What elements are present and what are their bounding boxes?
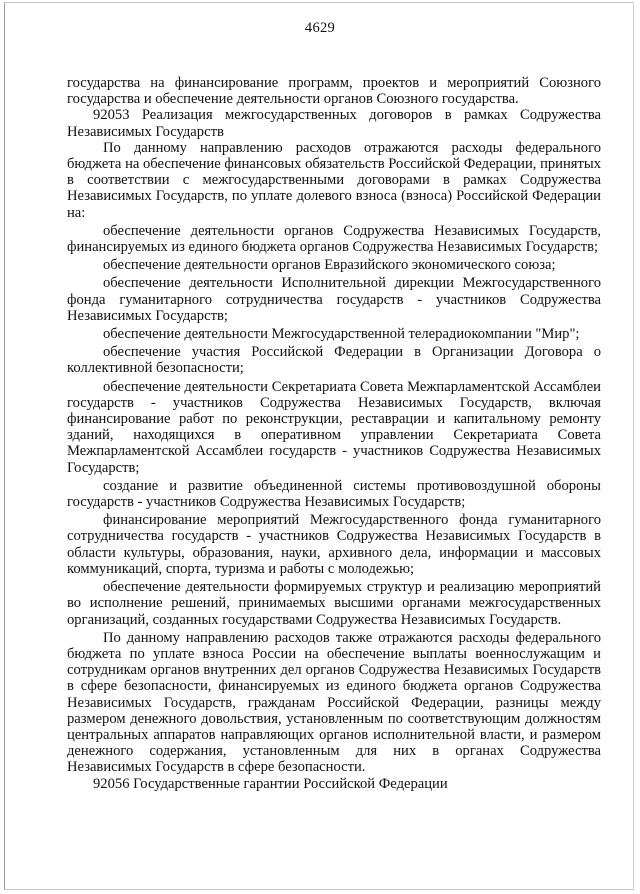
list-item: обеспечение деятельности Межгосударственной телерадиокомпании "Мир"; xyxy=(103,326,580,343)
document-body xyxy=(67,75,601,792)
list-item: обеспечение деятельности формируемых структур и реализацию мероприятий во исполнение решений, принимаемых высшими органами межгосударственных организаций, созданных государствами Содружества Независимых Государств. xyxy=(67,579,601,628)
page-number: 4629 xyxy=(304,20,336,36)
list-item: обеспечение деятельности органов Евразийского экономического союза; xyxy=(103,257,556,274)
list-item: обеспечение деятельности Секретариата Совета Межпарламентской Ассамблеи государств - участников Содружества Независимых Государств, включая финансирование работ по реконструкции, реставрации и капитальному ремонту зданий, находящихся в оперативном управлении Секретариата Совета Межпарламентской Ассамблеи государств - участников Содружества Независимых Государств; xyxy=(67,378,601,476)
list-item: финансирование мероприятий Межгосударственного фонда гуманитарного сотрудничества государств - участников Содружества Независимых Государств в области культуры, образования, науки, архивного дела, информации и массовых коммуникаций, спорта, туризма и работы с молодежью; xyxy=(67,512,601,577)
list-item: создание и развитие объединенной системы противовоздушной обороны государств - участников Содружества Независимых Государств; xyxy=(67,477,601,511)
list-item: обеспечение участия Российской Федерации в Организации Договора о коллективной безопасности; xyxy=(67,344,601,377)
paragraph-additional: По данному направлению расходов также отражаются расходы федерального бюджета по уплате взноса России на обеспечение выплаты военнослужащим и сотрудникам органов внутренних дел органов Содружества Независимых Государств в сфере безопасности, финансируемых из единого бюджета органов Содружества Независимых Государств, гражданам Российской Федерации, разницы между размером денежного довольствия, установленным по соответствующим должностям центральных аппаратов направляющих органов исполнительной власти, и размером денежного содержания, установленным для них в органах Содружества Независимых Государств в сфере безопасности. xyxy=(67,629,601,776)
section-heading-92056: 92056 Государственные гарантии Российской Федерации xyxy=(93,775,448,792)
paragraph-continuation: государства на финансирование программ, проектов и мероприятий Союзного государства и обеспечение деятельности органов Союзного государства. xyxy=(67,75,601,108)
paragraph-intro: По данному направлению расходов отражаются расходы федерального бюджета на обеспечение финансовых обязательств Российской Федерации, принятых в соответствии с межгосударственными договорами в рамках Содружества Независимых Государств, по уплате долевого взноса (взноса) Российской Федерации на: xyxy=(67,139,601,221)
list-item: обеспечение деятельности Исполнительной дирекции Межгосударственного фонда гуманитарного сотрудничества государств - участников Содружества Независимых Государств; xyxy=(67,275,601,324)
list-item: обеспечение деятельности органов Содружества Независимых Государств, финансируемых из единого бюджета органов Содружества Независимых Государств; xyxy=(67,222,601,256)
section-heading-92053: 92053 Реализация межгосударственных договоров в рамках Содружества Независимых Государств xyxy=(67,107,601,140)
